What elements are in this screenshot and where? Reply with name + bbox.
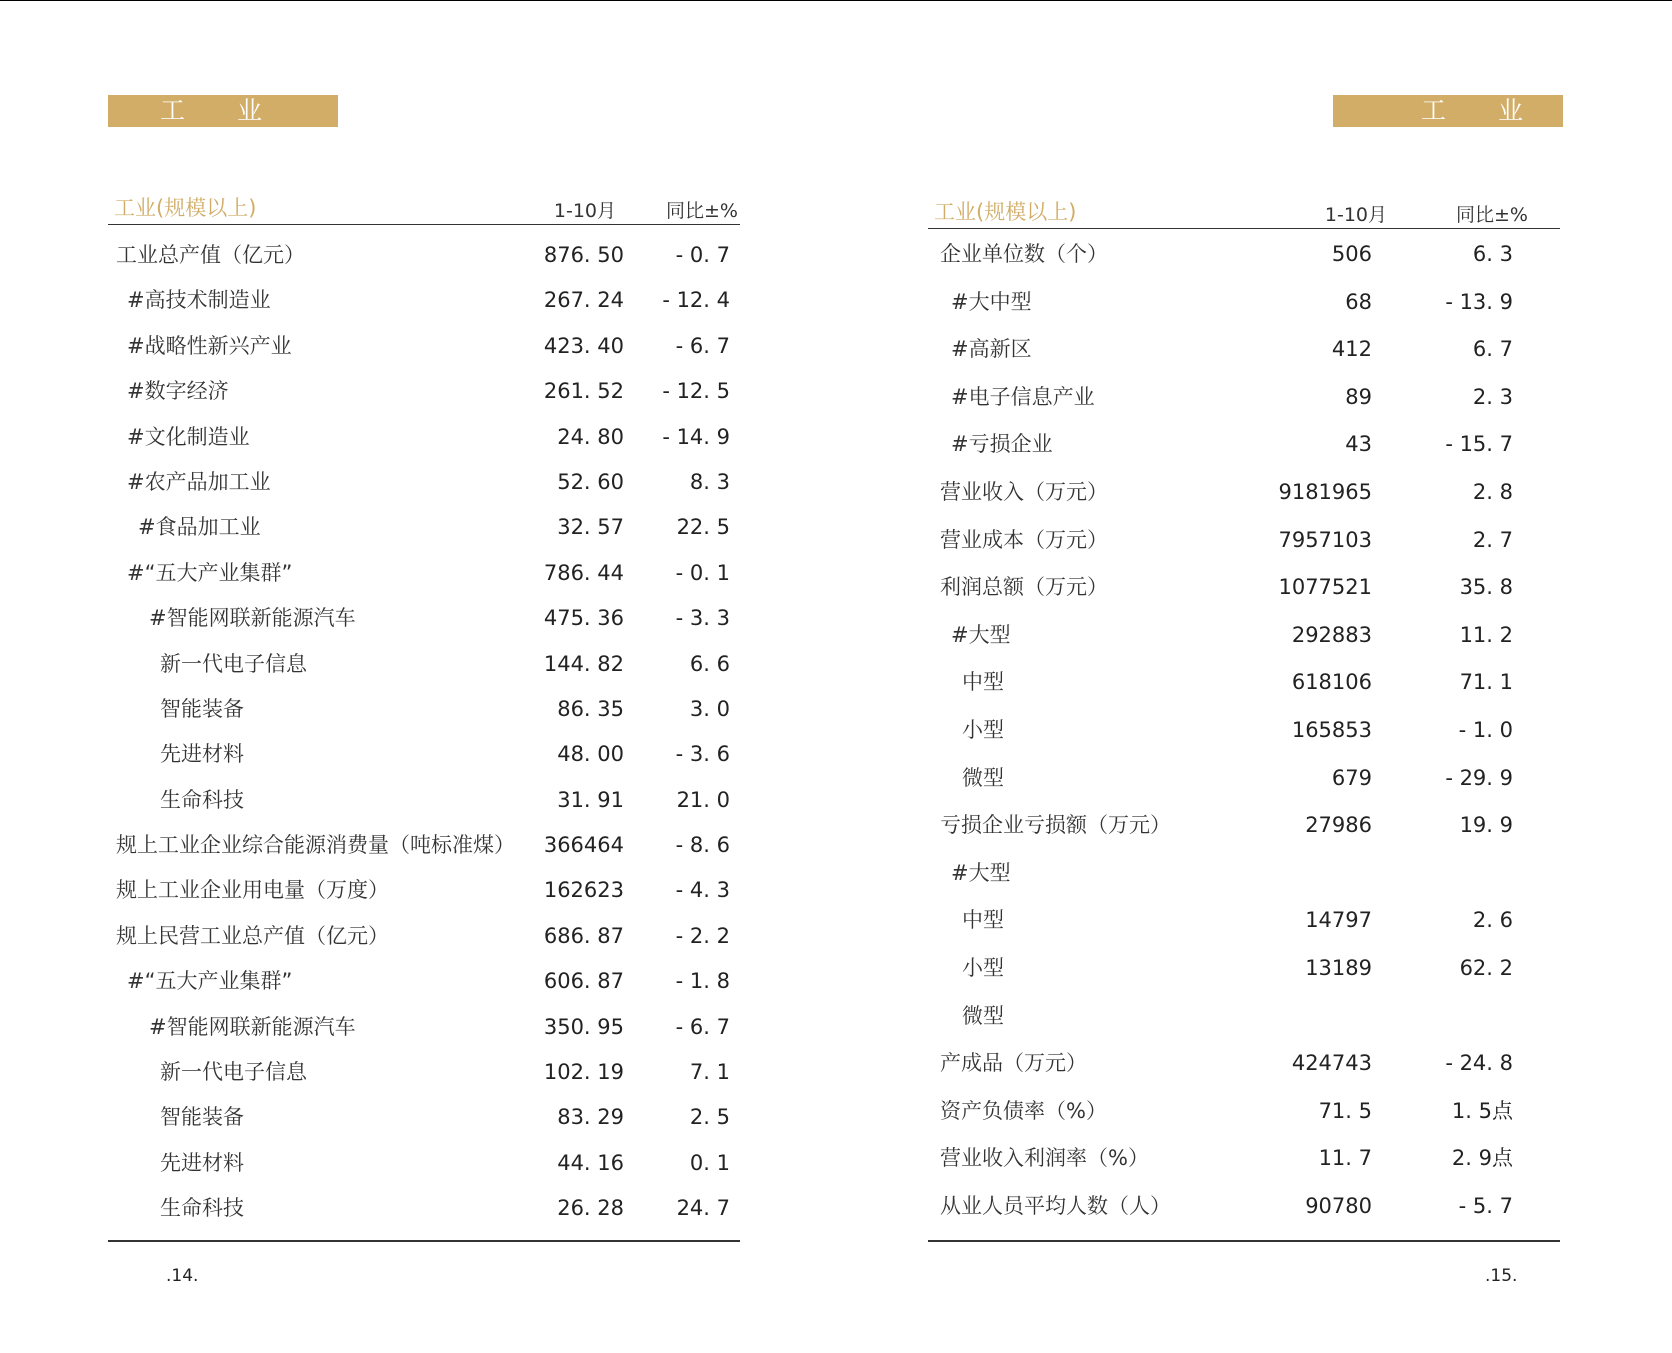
table-header bbox=[928, 192, 1560, 229]
table-row bbox=[928, 279, 1560, 327]
row-label: 小型 bbox=[962, 717, 1004, 742]
row-value-yoy: - 24. 8 bbox=[1445, 1051, 1513, 1076]
row-value-period: 86. 35 bbox=[557, 696, 624, 721]
row-value-yoy: 22. 5 bbox=[676, 515, 730, 540]
row-value-period: 1077521 bbox=[1278, 575, 1372, 600]
row-value-period: 618106 bbox=[1291, 670, 1372, 695]
row-value-period: 11. 7 bbox=[1318, 1146, 1372, 1171]
table-row bbox=[108, 233, 740, 278]
row-value-yoy: - 6. 7 bbox=[675, 333, 730, 358]
row-value-period: 606. 87 bbox=[543, 969, 624, 994]
row-label: 智能装备 bbox=[160, 1105, 244, 1130]
row-value-yoy: 2. 8 bbox=[1472, 479, 1513, 504]
row-value-yoy: - 6. 7 bbox=[675, 1014, 730, 1039]
row-label: 生命科技 bbox=[160, 1196, 244, 1221]
row-value-yoy: 21. 0 bbox=[676, 787, 730, 812]
table-row bbox=[108, 505, 740, 550]
table-row bbox=[108, 732, 740, 777]
row-value-yoy: 1. 5点 bbox=[1451, 1098, 1513, 1123]
row-value-period: 43 bbox=[1345, 432, 1372, 457]
row-value-period: 44. 16 bbox=[557, 1150, 624, 1175]
row-label: #高技术制造业 bbox=[127, 288, 271, 313]
row-value-period: 165853 bbox=[1291, 717, 1372, 742]
table-row bbox=[108, 1050, 740, 1095]
row-label: #数字经济 bbox=[127, 379, 229, 404]
table-row bbox=[928, 802, 1560, 850]
table-row bbox=[928, 945, 1560, 993]
row-label: 企业单位数（个） bbox=[940, 242, 1108, 266]
row-value-yoy: - 0. 1 bbox=[675, 560, 730, 585]
table-row bbox=[928, 707, 1560, 755]
row-label: 工业总产值（亿元） bbox=[116, 243, 305, 267]
table-row bbox=[108, 1141, 740, 1186]
table-row bbox=[108, 369, 740, 414]
row-label: #战略性新兴产业 bbox=[127, 333, 292, 358]
row-label: 生命科技 bbox=[160, 787, 244, 812]
row-value-yoy: - 1. 8 bbox=[675, 969, 730, 994]
row-value-period: 292883 bbox=[1291, 622, 1372, 647]
row-label: 资产负债率（%） bbox=[940, 1098, 1107, 1123]
row-label: 亏损企业亏损额（万元） bbox=[940, 813, 1171, 838]
row-value-yoy: 2. 7 bbox=[1472, 527, 1513, 552]
row-value-period: 26. 28 bbox=[557, 1196, 624, 1221]
row-label: #“五大产业集群” bbox=[127, 969, 293, 994]
table-row bbox=[928, 564, 1560, 612]
row-label: 小型 bbox=[962, 955, 1004, 980]
table-row bbox=[928, 326, 1560, 374]
row-value-yoy: - 2. 2 bbox=[675, 923, 730, 948]
page-number-left: .14. bbox=[166, 1266, 199, 1286]
table-row bbox=[108, 551, 740, 596]
row-value-period: 90780 bbox=[1305, 1193, 1372, 1218]
row-value-yoy: - 5. 7 bbox=[1458, 1193, 1513, 1218]
row-value-yoy: - 29. 9 bbox=[1445, 765, 1513, 790]
table-row bbox=[108, 1186, 740, 1231]
row-label: #“五大产业集群” bbox=[127, 560, 293, 585]
row-label: #亏损企业 bbox=[951, 432, 1053, 457]
row-value-period: 144. 82 bbox=[543, 651, 624, 676]
table-row bbox=[928, 755, 1560, 803]
section-title: 工业(规模以上) bbox=[934, 200, 1077, 224]
row-value-period: 267. 24 bbox=[543, 288, 624, 313]
row-value-period: 9181965 bbox=[1278, 479, 1372, 504]
row-label: 利润总额（万元） bbox=[940, 575, 1108, 600]
row-label: 新一代电子信息 bbox=[160, 1060, 307, 1085]
row-value-yoy: - 4. 3 bbox=[675, 878, 730, 903]
row-value-period: 261. 52 bbox=[543, 379, 624, 404]
row-value-period: 68 bbox=[1345, 289, 1372, 314]
table-row bbox=[928, 374, 1560, 422]
row-label: #智能网联新能源汽车 bbox=[149, 606, 356, 631]
chapter-banner-right: 工 业 bbox=[1333, 95, 1563, 127]
row-value-yoy: - 3. 3 bbox=[675, 606, 730, 631]
row-value-yoy: 7. 1 bbox=[689, 1060, 730, 1085]
row-value-yoy: 11. 2 bbox=[1459, 622, 1513, 647]
row-value-yoy: - 3. 6 bbox=[675, 742, 730, 767]
row-label: #高新区 bbox=[951, 337, 1032, 362]
table-row bbox=[928, 897, 1560, 945]
row-label: 规上工业企业用电量（万度） bbox=[116, 878, 389, 903]
left-bottom-rule bbox=[108, 1240, 740, 1242]
row-value-yoy: - 13. 9 bbox=[1445, 289, 1513, 314]
table-row bbox=[108, 687, 740, 732]
row-value-yoy: - 14. 9 bbox=[662, 424, 730, 449]
row-label: 规上民营工业总产值（亿元） bbox=[116, 923, 389, 948]
table-row bbox=[928, 659, 1560, 707]
row-label: #大中型 bbox=[951, 289, 1032, 314]
table-row bbox=[108, 415, 740, 460]
table-row bbox=[928, 421, 1560, 469]
row-value-yoy: 62. 2 bbox=[1459, 955, 1513, 980]
row-value-yoy: 2. 9点 bbox=[1451, 1146, 1513, 1171]
table-row bbox=[108, 642, 740, 687]
row-value-period: 475. 36 bbox=[543, 606, 624, 631]
row-value-period: 83. 29 bbox=[557, 1105, 624, 1130]
table-row bbox=[108, 914, 740, 959]
row-label: 营业收入利润率（%） bbox=[940, 1146, 1149, 1171]
row-label: #智能网联新能源汽车 bbox=[149, 1014, 356, 1039]
row-label: #电子信息产业 bbox=[951, 384, 1095, 409]
table-row bbox=[928, 231, 1560, 279]
row-value-yoy: 3. 0 bbox=[689, 696, 730, 721]
left-page-table bbox=[108, 188, 740, 1232]
row-value-period: 423. 40 bbox=[543, 333, 624, 358]
table-row bbox=[108, 324, 740, 369]
row-label: #食品加工业 bbox=[138, 515, 261, 540]
column-header-period: 1-10月 bbox=[1324, 204, 1387, 226]
table-row bbox=[928, 850, 1560, 898]
row-value-period: 424743 bbox=[1291, 1051, 1372, 1076]
table-row bbox=[928, 1040, 1560, 1088]
table-body bbox=[928, 229, 1560, 1230]
row-value-yoy: 2. 3 bbox=[1472, 384, 1513, 409]
row-value-period: 24. 80 bbox=[557, 424, 624, 449]
row-value-period: 786. 44 bbox=[543, 560, 624, 585]
row-value-period: 102. 19 bbox=[543, 1060, 624, 1085]
page-number-right: .15. bbox=[1485, 1266, 1518, 1286]
row-label: 中型 bbox=[962, 908, 1004, 933]
column-header-period: 1-10月 bbox=[553, 200, 616, 222]
row-label: #大型 bbox=[951, 622, 1011, 647]
row-value-yoy: 6. 3 bbox=[1472, 242, 1513, 266]
table-body bbox=[108, 225, 740, 1232]
row-value-period: 350. 95 bbox=[543, 1014, 624, 1039]
table-row bbox=[928, 1183, 1560, 1231]
row-value-period: 162623 bbox=[543, 878, 624, 903]
row-label: 智能装备 bbox=[160, 696, 244, 721]
top-border bbox=[0, 0, 1672, 1]
row-label: #文化制造业 bbox=[127, 424, 250, 449]
row-value-period: 7957103 bbox=[1278, 527, 1372, 552]
row-label: 产成品（万元） bbox=[940, 1051, 1087, 1076]
table-row bbox=[108, 778, 740, 823]
row-value-period: 366464 bbox=[543, 833, 624, 858]
row-value-yoy: 0. 1 bbox=[689, 1150, 730, 1175]
table-row bbox=[108, 868, 740, 913]
row-label: 新一代电子信息 bbox=[160, 651, 307, 676]
row-label: #大型 bbox=[951, 860, 1011, 885]
row-value-yoy: 24. 7 bbox=[676, 1196, 730, 1221]
row-value-yoy: 2. 5 bbox=[689, 1105, 730, 1130]
row-value-period: 27986 bbox=[1305, 813, 1372, 838]
table-row bbox=[108, 1095, 740, 1140]
row-label: 先进材料 bbox=[160, 742, 244, 767]
row-value-period: 52. 60 bbox=[557, 469, 624, 494]
row-value-yoy: 6. 7 bbox=[1472, 337, 1513, 362]
row-value-yoy: - 0. 7 bbox=[675, 243, 730, 267]
row-value-period: 32. 57 bbox=[557, 515, 624, 540]
table-row bbox=[108, 1005, 740, 1050]
right-page-table bbox=[928, 192, 1560, 1230]
row-label: 从业人员平均人数（人） bbox=[940, 1193, 1171, 1218]
row-label: 营业收入（万元） bbox=[940, 479, 1108, 504]
row-value-yoy: - 15. 7 bbox=[1445, 432, 1513, 457]
row-value-period: 679 bbox=[1331, 765, 1372, 790]
table-row bbox=[928, 612, 1560, 660]
row-value-period: 89 bbox=[1345, 384, 1372, 409]
row-value-period: 412 bbox=[1331, 337, 1372, 362]
row-value-yoy: 2. 6 bbox=[1472, 908, 1513, 933]
column-header-yoy: 同比±% bbox=[1456, 204, 1528, 226]
table-row bbox=[108, 823, 740, 868]
row-value-yoy: - 8. 6 bbox=[675, 833, 730, 858]
table-row bbox=[928, 1088, 1560, 1136]
row-value-yoy: 6. 6 bbox=[689, 651, 730, 676]
row-label: 微型 bbox=[962, 765, 1004, 790]
row-value-period: 686. 87 bbox=[543, 923, 624, 948]
table-row bbox=[928, 1135, 1560, 1183]
row-label: 先进材料 bbox=[160, 1150, 244, 1175]
row-value-period: 31. 91 bbox=[557, 787, 624, 812]
row-value-yoy: 8. 3 bbox=[689, 469, 730, 494]
row-label: 中型 bbox=[962, 670, 1004, 695]
row-value-yoy: - 1. 0 bbox=[1458, 717, 1513, 742]
chapter-banner-left: 工 业 bbox=[108, 95, 338, 127]
section-title: 工业(规模以上) bbox=[114, 196, 257, 220]
row-value-period: 14797 bbox=[1305, 908, 1372, 933]
row-value-yoy: 19. 9 bbox=[1459, 813, 1513, 838]
right-bottom-rule bbox=[928, 1240, 1560, 1242]
row-value-period: 876. 50 bbox=[543, 243, 624, 267]
row-value-period: 71. 5 bbox=[1318, 1098, 1372, 1123]
row-label: 微型 bbox=[962, 1003, 1004, 1028]
table-row bbox=[928, 993, 1560, 1041]
column-header-yoy: 同比±% bbox=[666, 200, 738, 222]
table-header bbox=[108, 188, 740, 225]
row-value-period: 506 bbox=[1331, 242, 1372, 266]
row-label: 营业成本（万元） bbox=[940, 527, 1108, 552]
table-row bbox=[108, 278, 740, 323]
row-value-period: 13189 bbox=[1305, 955, 1372, 980]
row-value-period: 48. 00 bbox=[557, 742, 624, 767]
row-value-yoy: - 12. 5 bbox=[662, 379, 730, 404]
row-value-yoy: - 12. 4 bbox=[662, 288, 730, 313]
row-value-yoy: 35. 8 bbox=[1459, 575, 1513, 600]
row-label: 规上工业企业综合能源消费量（吨标准煤） bbox=[116, 833, 515, 858]
row-label: #农产品加工业 bbox=[127, 469, 271, 494]
row-value-yoy: 71. 1 bbox=[1459, 670, 1513, 695]
table-row bbox=[108, 460, 740, 505]
table-row bbox=[108, 959, 740, 1004]
table-row bbox=[108, 596, 740, 641]
table-row bbox=[928, 517, 1560, 565]
table-row bbox=[928, 469, 1560, 517]
